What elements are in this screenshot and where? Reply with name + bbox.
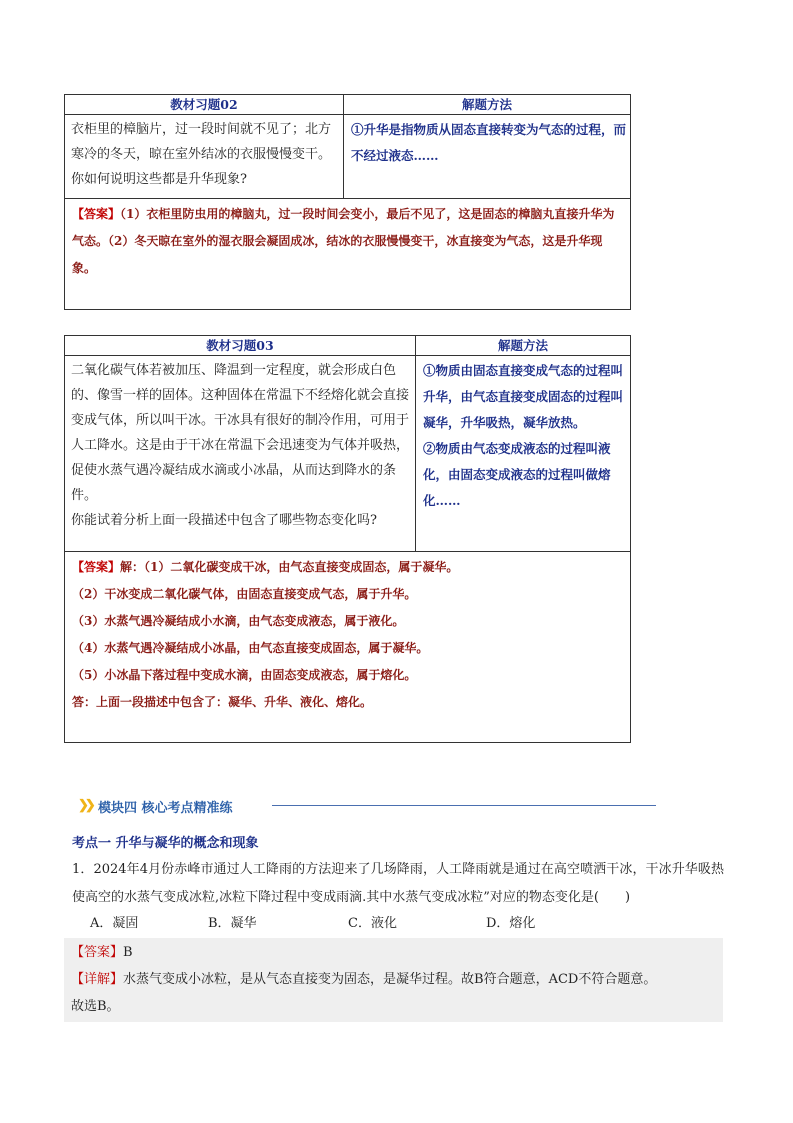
exercise-02-question: 衣柜里的樟脑片，过一段时间就不见了；北方寒冷的冬天，晾在室外结冰的衣服慢慢变干。你如何说明这些都是升华现象?	[65, 115, 344, 199]
exercise-03-method	[416, 356, 631, 552]
answer-conclusion: 答：上面一段描述中包含了：凝华、升华、液化、熔化。	[72, 695, 373, 709]
answer-line-5: （5）小冰晶下落过程中变成水滴，由固态变成液态，属于熔化。	[72, 668, 417, 682]
answer-tag: 【答案】	[71, 945, 124, 960]
exercise-03-table	[64, 335, 631, 743]
answer-value: B	[123, 945, 133, 960]
exercise-03-method-2: ②物质由气态变成液态的过程叫液化，由固态变成液态的过程叫做熔化……	[423, 441, 611, 508]
answer-tag: 【答案】	[72, 207, 121, 221]
exercise-02-header: 教材习题02	[65, 95, 344, 115]
option-d: D．熔化	[486, 916, 536, 931]
question-1-stem: 1．2024年4月份赤峰市通过人工降雨的方法迎来了几场降雨，人工降雨就是通过在高空喷洒干冰，干冰升华吸热使高空的水蒸气变成冰粒,冰粒下降过程中变成雨滴.其中水蒸气变成冰粒”对应的物态变化是( )	[72, 862, 724, 905]
module-header	[78, 797, 578, 815]
keypoint-title: 考点一 升华与凝华的概念和现象	[72, 836, 259, 851]
exercise-03-method-1: ①物质由固态直接变成气态的过程叫升华，由气态直接变成固态的过程叫凝华，升华吸热，凝华放热。	[423, 363, 624, 430]
exercise-03-question	[65, 356, 416, 552]
exercise-03-method-header: 解题方法	[416, 336, 631, 356]
option-b: B．凝华	[208, 916, 257, 931]
exercise-02-method-header: 解题方法	[344, 95, 631, 115]
exercise-03-answer	[65, 552, 631, 743]
module-divider	[272, 805, 656, 806]
exercise-02-answer	[65, 199, 631, 310]
module-title: 模块四 核心考点精准练	[98, 801, 233, 816]
question-1-answer	[71, 941, 133, 960]
question-1-conclusion: 故选B。	[71, 999, 120, 1014]
exercise-02-table	[64, 94, 631, 310]
exercise-02-method: ①升华是指物质从固态直接转变为气态的过程，而不经过液态……	[344, 115, 631, 199]
answer-tag: 【答案】	[72, 560, 121, 574]
answer-line-4: （4）水蒸气遇冷凝结成小冰晶，由气态直接变成固态，属于凝华。	[72, 641, 429, 655]
detail-tag: 【详解】	[71, 972, 124, 987]
answer-line-3: （3）水蒸气遇冷凝结成小水滴，由气态变成液态，属于液化。	[72, 614, 405, 628]
answer-line-2: （2）干冰变成二氧化碳气体，由固态直接变成气态，属于升华。	[72, 587, 417, 601]
answer-line-1: 解：（1）二氧化碳变成干冰，由气态直接变成固态，属于凝华。	[120, 560, 459, 574]
double-chevron-icon: ❯❯	[78, 798, 92, 813]
question-1-detail	[71, 968, 656, 987]
detail-text: 水蒸气变成小冰粒，是从气态直接变为固态，是凝华过程。故B符合题意，ACD不符合题意。	[123, 972, 657, 987]
exercise-03-question-prompt: 你能试着分析上面一段描述中包含了哪些物态变化吗?	[71, 513, 377, 528]
option-a: A．凝固	[90, 916, 139, 931]
answer-text: （1）衣柜里防虫用的樟脑丸，过一段时间会变小，最后不见了，这是固态的樟脑丸直接升华为气态。（2）冬天晾在室外的湿衣服会凝固成冰，结冰的衣服慢慢变干，冰直接变为气态，这是升华现象。	[72, 207, 615, 275]
exercise-03-header: 教材习题03	[65, 336, 416, 356]
question-1-answer-box	[64, 938, 723, 1022]
exercise-03-question-body: 二氧化碳气体若被加压、降温到一定程度，就会形成白色的、像雪一样的固体。这种固体在常温下不经熔化就会直接变成气体，所以叫干冰。干冰具有很好的制冷作用，可用于人工降水。这是由于干冰在常温下会迅速变为气体并吸热，促使水蒸气遇冷凝结成水滴或小冰晶，从而达到降水的条件。	[71, 363, 410, 503]
option-c: C．液化	[348, 916, 397, 931]
